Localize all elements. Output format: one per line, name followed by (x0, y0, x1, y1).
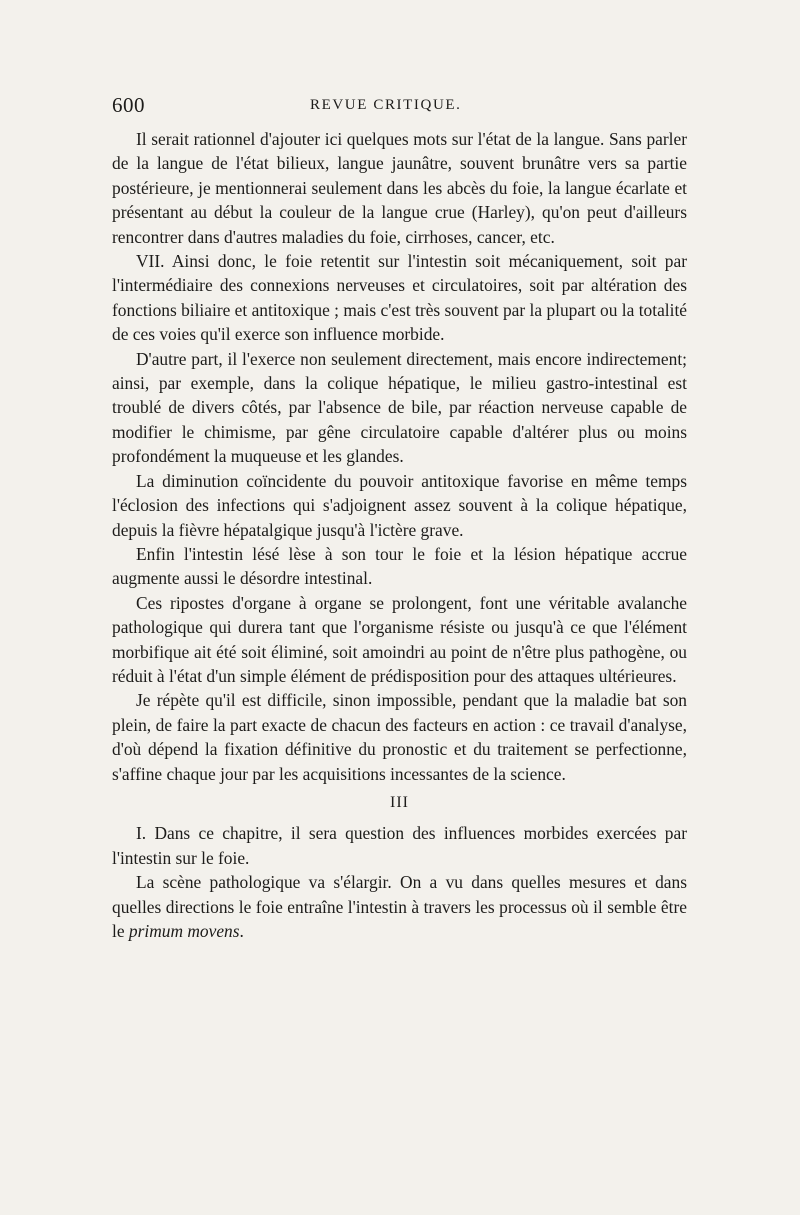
running-title: REVUE CRITIQUE. (310, 97, 462, 113)
italic-phrase: primum movens (128, 921, 240, 941)
section-heading: III (390, 793, 409, 811)
paragraph: D'autre part, il l'exerce non seulement directement, mais encore indirectement; ainsi, par exemple, dans la colique hépatique, le milieu gastro-intestinal est troublé de divers côtés, par l'absence de bile, par réaction nerveuse capable de modifier le chimisme, par gêne circulatoire capable d'altérer plus ou moins profondément la muqueuse et les glandes. (112, 348, 687, 467)
body-text (112, 127, 687, 943)
last-paragraph (112, 870, 687, 943)
paragraph-end: . (239, 921, 244, 941)
paragraph: Il serait rationnel d'ajouter ici quelques mots sur l'état de la langue. Sans parler de la langue de l'état bilieux, langue jaunâtre, souvent brunâtre vers sa partie postérieure, je mentionnerai seulement dans les abcès du foie, la langue écarlate et présentant au début la couleur de la langue crue (Harley), qu'on peut d'ailleurs rencontrer dans d'autres maladies du foie, cirrhoses, cancer, etc. (112, 129, 687, 247)
page-header (112, 93, 692, 123)
paragraph: I. Dans ce chapitre, il sera question des influences morbides exercées par l'intestin sur le foie. (112, 823, 687, 868)
paragraph: Je répète qu'il est difficile, sinon impossible, pendant que la maladie bat son plein, de faire la part exacte de chacun des facteurs en action : ce travail d'analyse, d'où dépend la fixation définitive du pronostic et du traitement se perfectionne, s'affine chaque jour par les acquisitions incessantes de la science. (112, 690, 687, 784)
paragraph: La diminution coïncidente du pouvoir antitoxique favorise en même temps l'éclosion des infections qui s'adjoignent assez souvent à la colique hépatique, depuis la fièvre hépatalgique jusqu'à l'ictère grave. (112, 470, 687, 540)
page-number: 600 (112, 93, 145, 117)
paragraph: Enfin l'intestin lésé lèse à son tour le foie et la lésion hépatique accrue augmente aussi le désordre intestinal. (112, 543, 687, 589)
paragraph-text: La scène pathologique va s'élargir. On a vu dans quelles mesures et dans quelles directions le foie entraîne l'intestin à travers les processus où il semble être le (112, 872, 687, 941)
paragraph: VII. Ainsi donc, le foie retentit sur l'intestin soit mécaniquement, soit par l'intermédiaire des connexions nerveuses et circulatoires, soit par altération des fonctions biliaire et antitoxique ; mais c'est très souvent par la plupart ou la totalité de ces voies qu'il exerce son influence morbide. (112, 251, 687, 345)
paragraph: Ces ripostes d'organe à organe se prolongent, font une véritable avalanche pathologique qui durera tant que l'organisme résiste ou jusqu'à ce que l'élément morbifique ait été soit éliminé, soit amoindri au point de n'être plus pathogène, ou réduit à l'état d'un simple élément de prédisposition pour des attaques ultérieures. (112, 592, 687, 686)
